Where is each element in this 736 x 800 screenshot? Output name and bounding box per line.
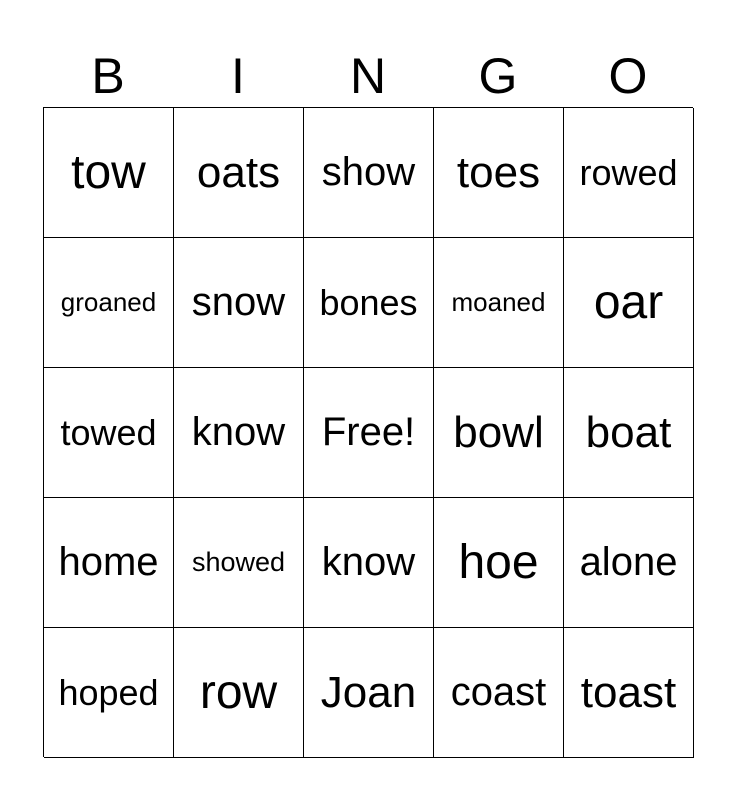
bingo-cell: oats: [174, 108, 304, 238]
bingo-cell: coast: [434, 628, 564, 758]
bingo-cell: snow: [174, 238, 304, 368]
bingo-cell: toast: [564, 628, 694, 758]
bingo-cell: bones: [304, 238, 434, 368]
bingo-header: [43, 48, 693, 104]
bingo-cell: towed: [44, 368, 174, 498]
bingo-cell: know: [174, 368, 304, 498]
bingo-cell: showed: [174, 498, 304, 628]
bingo-cell: oar: [564, 238, 694, 368]
header-letter-o: O: [608, 48, 648, 104]
header-letter-n: N: [349, 48, 387, 104]
bingo-cell: hoe: [434, 498, 564, 628]
header-letter-i: I: [231, 48, 245, 104]
bingo-cell: tow: [44, 108, 174, 238]
bingo-cell: row: [174, 628, 304, 758]
bingo-cell: home: [44, 498, 174, 628]
bingo-cell: toes: [434, 108, 564, 238]
header-letter-g: G: [478, 48, 518, 104]
bingo-cell: boat: [564, 368, 694, 498]
bingo-cell: alone: [564, 498, 694, 628]
bingo-cell: Joan: [304, 628, 434, 758]
bingo-cell: rowed: [564, 108, 694, 238]
bingo-cell: groaned: [44, 238, 174, 368]
header-letter-b: B: [91, 48, 125, 104]
bingo-cell: moaned: [434, 238, 564, 368]
bingo-cell: know: [304, 498, 434, 628]
bingo-cell: bowl: [434, 368, 564, 498]
bingo-board: [43, 107, 693, 757]
bingo-cell: hoped: [44, 628, 174, 758]
free-space-cell: Free!: [304, 368, 434, 498]
bingo-cell: show: [304, 108, 434, 238]
